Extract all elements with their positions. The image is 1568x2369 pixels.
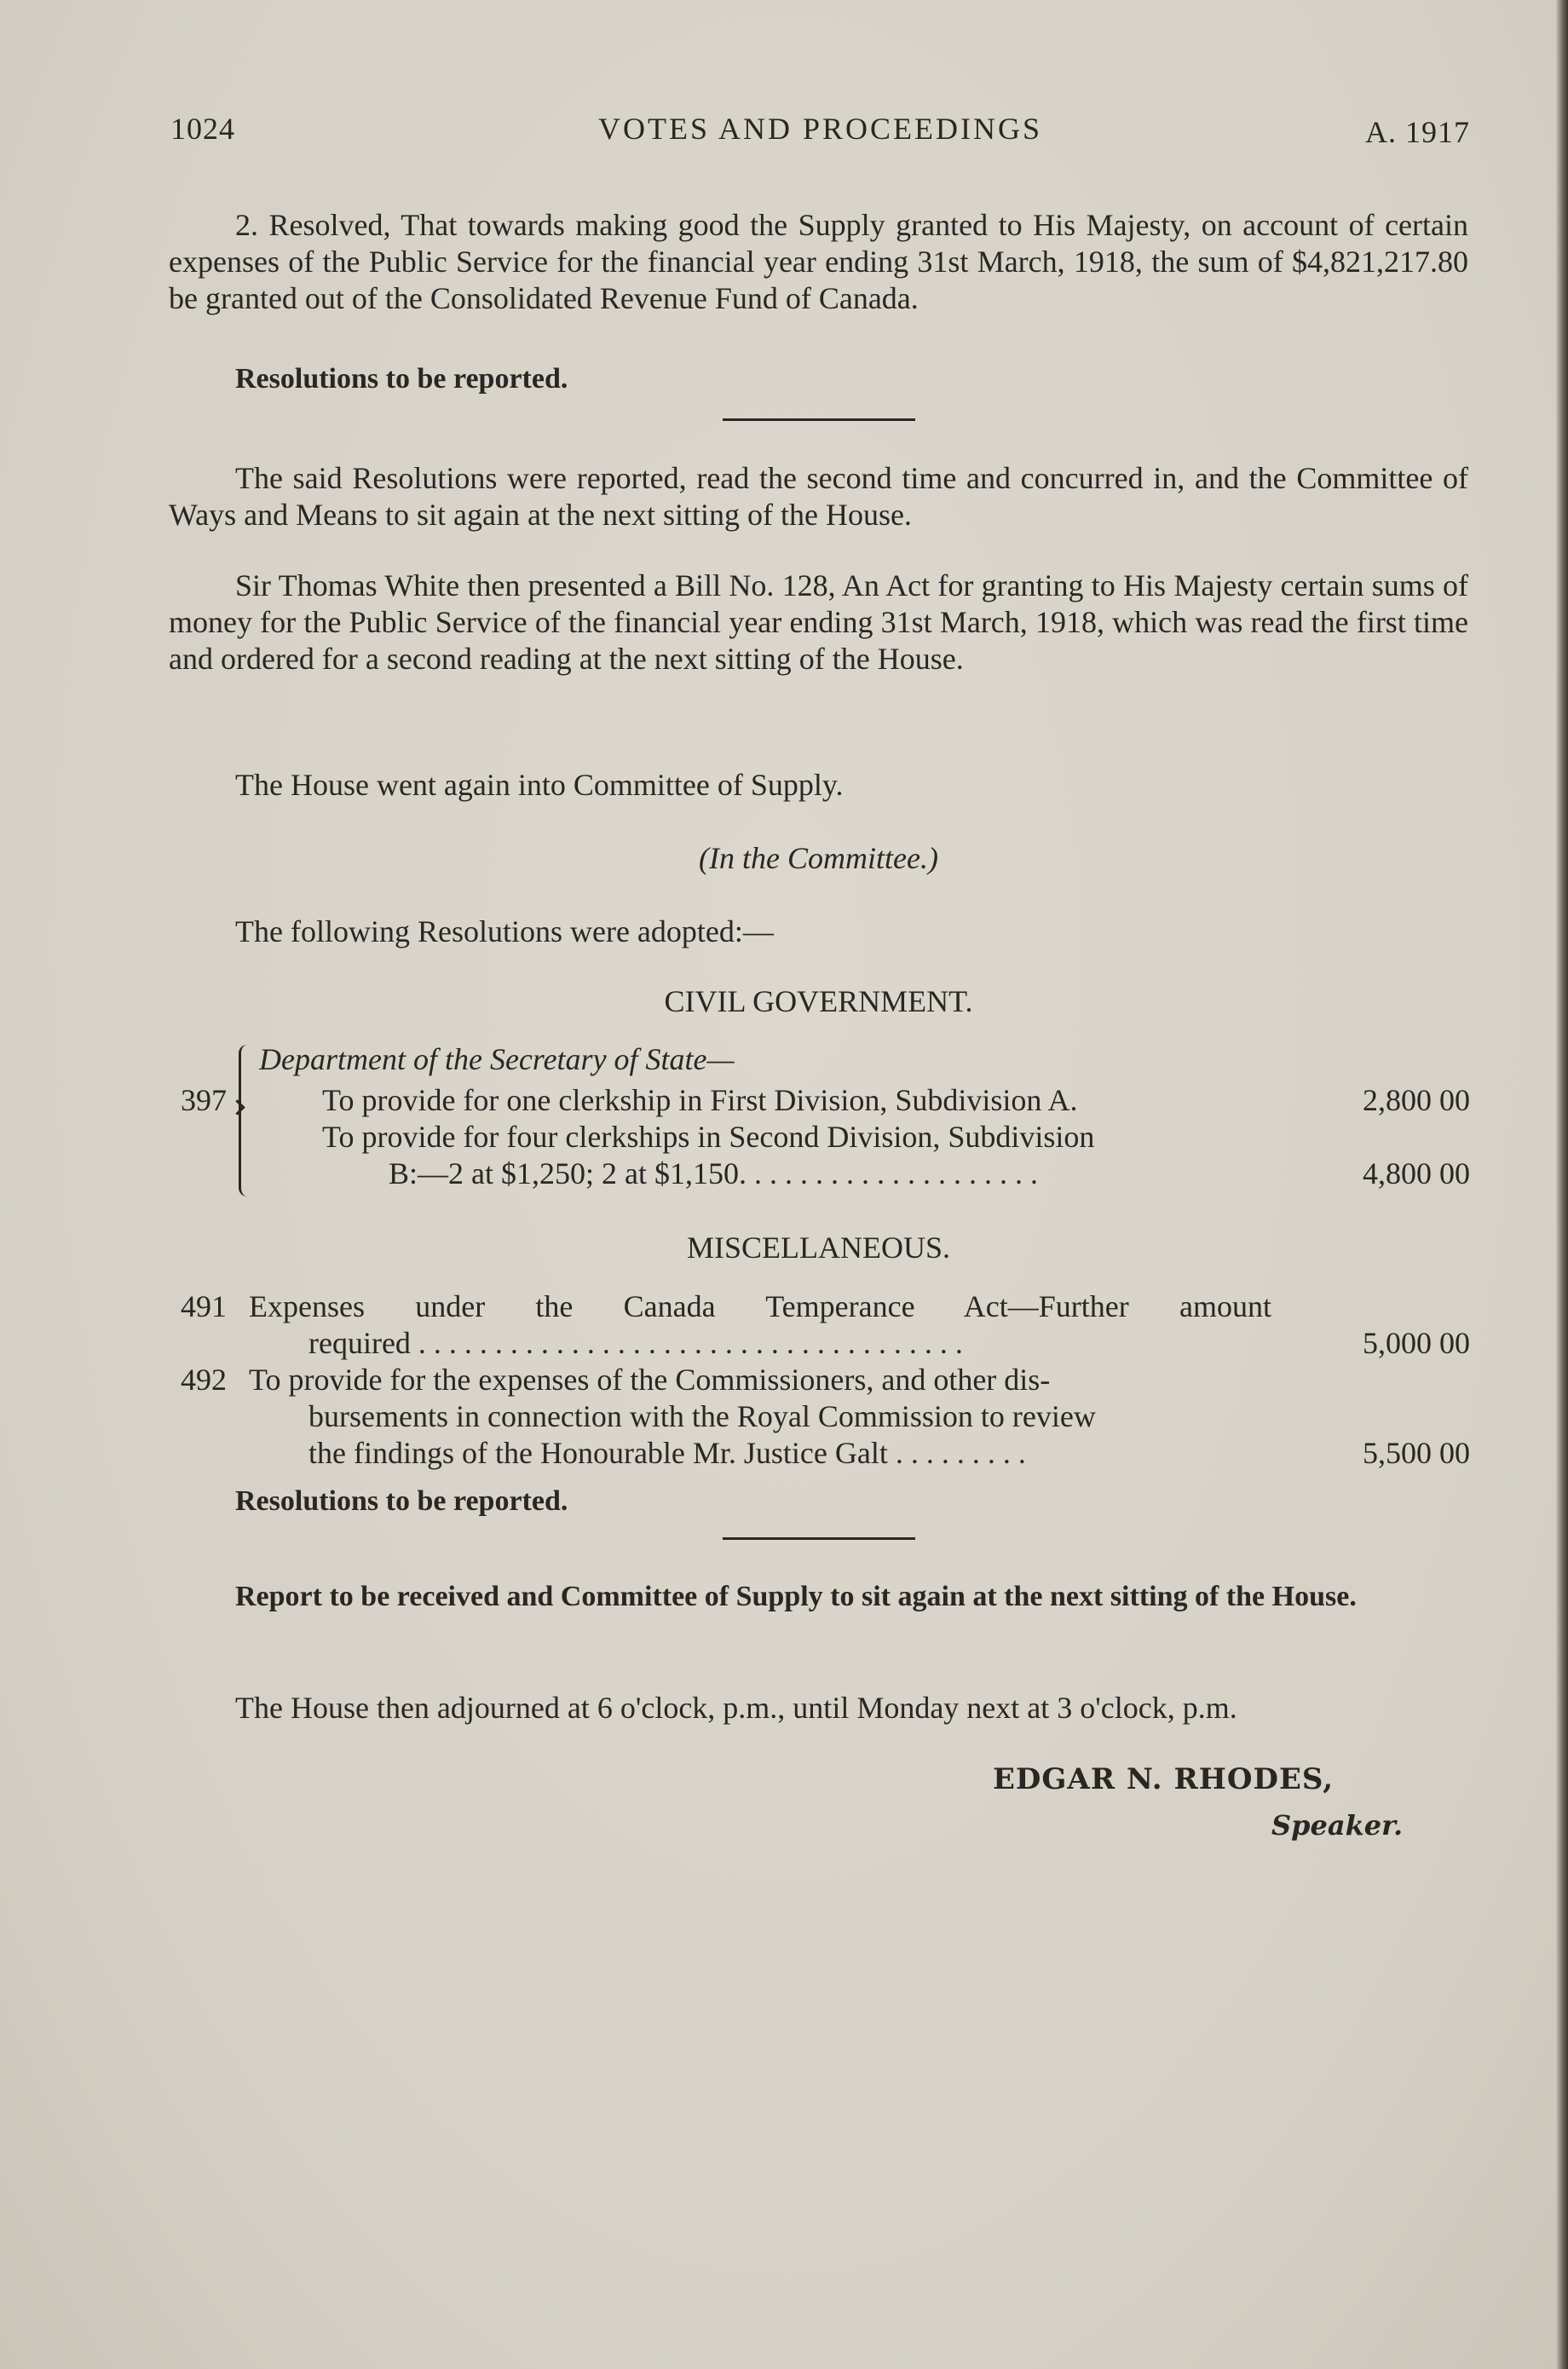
speaker-name: EDGAR N. RHODES, xyxy=(993,1762,1335,1796)
item-492-line-3: the findings of the Honourable Mr. Justice Galt . . . . . . . . . xyxy=(308,1436,1026,1470)
following-resolutions: The following Resolutions were adopted:— xyxy=(235,914,774,948)
in-committee: (In the Committee.) xyxy=(699,841,938,875)
speaker-title: Speaker. xyxy=(1271,1809,1404,1842)
item-492-line-2: bursements in connection with the Royal Commission to review xyxy=(308,1399,1096,1433)
item-491-number: 491 xyxy=(181,1289,227,1323)
item-491-line-2: required . . . . . . . . . . . . . . . . . . . . . . . . . . . . . . . . . . . . xyxy=(308,1326,963,1360)
item-491-line-1: Expenses under the Canada Temperance Act—Further amount xyxy=(249,1289,1271,1323)
item-491-amount: 5,000 00 xyxy=(1363,1326,1470,1360)
running-header xyxy=(170,111,1470,153)
page-edge-shadow xyxy=(1556,0,1568,2369)
committee-line: The House went again into Committee of Supply. xyxy=(235,768,844,802)
resolution-2: 2. Resolved, That towards making good the Supply granted to His Majesty, on account of certain expenses of the Public Service for the financial year ending 31st March, 1918, the sum of $4,821,217.80 be granted out of the Consolidated Revenue Fund of Canada. xyxy=(169,208,1468,315)
department-line: Department of the Secretary of State— xyxy=(259,1042,735,1076)
report-paragraph: Report to be received and Committee of Supply to sit again at the next sitting of the House. xyxy=(235,1581,1357,1612)
item-492-amount: 5,500 00 xyxy=(1363,1436,1470,1470)
reported-paragraph: The said Resolutions were reported, read the second time and concurred in, and the Committee of Ways and Means to sit again at the next sitting of the House. xyxy=(169,461,1468,532)
adjourned-line: The House then adjourned at 6 o'clock, p.m., until Monday next at 3 o'clock, p.m. xyxy=(235,1691,1237,1725)
civil-item-amount-2: 4,800 00 xyxy=(1363,1156,1470,1190)
civil-government-heading: CIVIL GOVERNMENT. xyxy=(664,984,973,1018)
civil-item-line-1: To provide for one clerkship in First Division, Subdivision A. xyxy=(322,1083,1078,1117)
civil-item-line-2b: B:—2 at $1,250; 2 at $1,150. . . . . . . . . . . . . . . . . . . . xyxy=(389,1156,1038,1190)
section-rule-2 xyxy=(723,1537,915,1540)
item-397-number: 397 xyxy=(181,1083,227,1117)
page-number: 1024 xyxy=(170,112,235,146)
section-rule-1 xyxy=(723,418,915,421)
resolutions-to-be-reported-1: Resolutions to be reported. xyxy=(235,363,568,395)
item-492-number: 492 xyxy=(181,1363,227,1397)
header-year: A. 1917 xyxy=(1365,115,1470,149)
resolutions-to-be-reported-2: Resolutions to be reported. xyxy=(235,1485,568,1517)
item-492-line-1: To provide for the expenses of the Commissioners, and other dis- xyxy=(249,1363,1051,1397)
item-brace xyxy=(239,1045,257,1196)
header-title: VOTES AND PROCEEDINGS xyxy=(597,112,1043,146)
civil-item-amount-1: 2,800 00 xyxy=(1363,1083,1470,1117)
miscellaneous-heading: MISCELLANEOUS. xyxy=(686,1231,950,1265)
civil-item-line-2a: To provide for four clerkships in Second Division, Subdivision xyxy=(322,1120,1095,1154)
bill-paragraph: Sir Thomas White then presented a Bill No. 128, An Act for granting to His Majesty certain sums of money for the Public Service of the financial year ending 31st March, 1918, which was read the first time and ordered for a second reading at the next sitting of the House. xyxy=(169,568,1468,676)
